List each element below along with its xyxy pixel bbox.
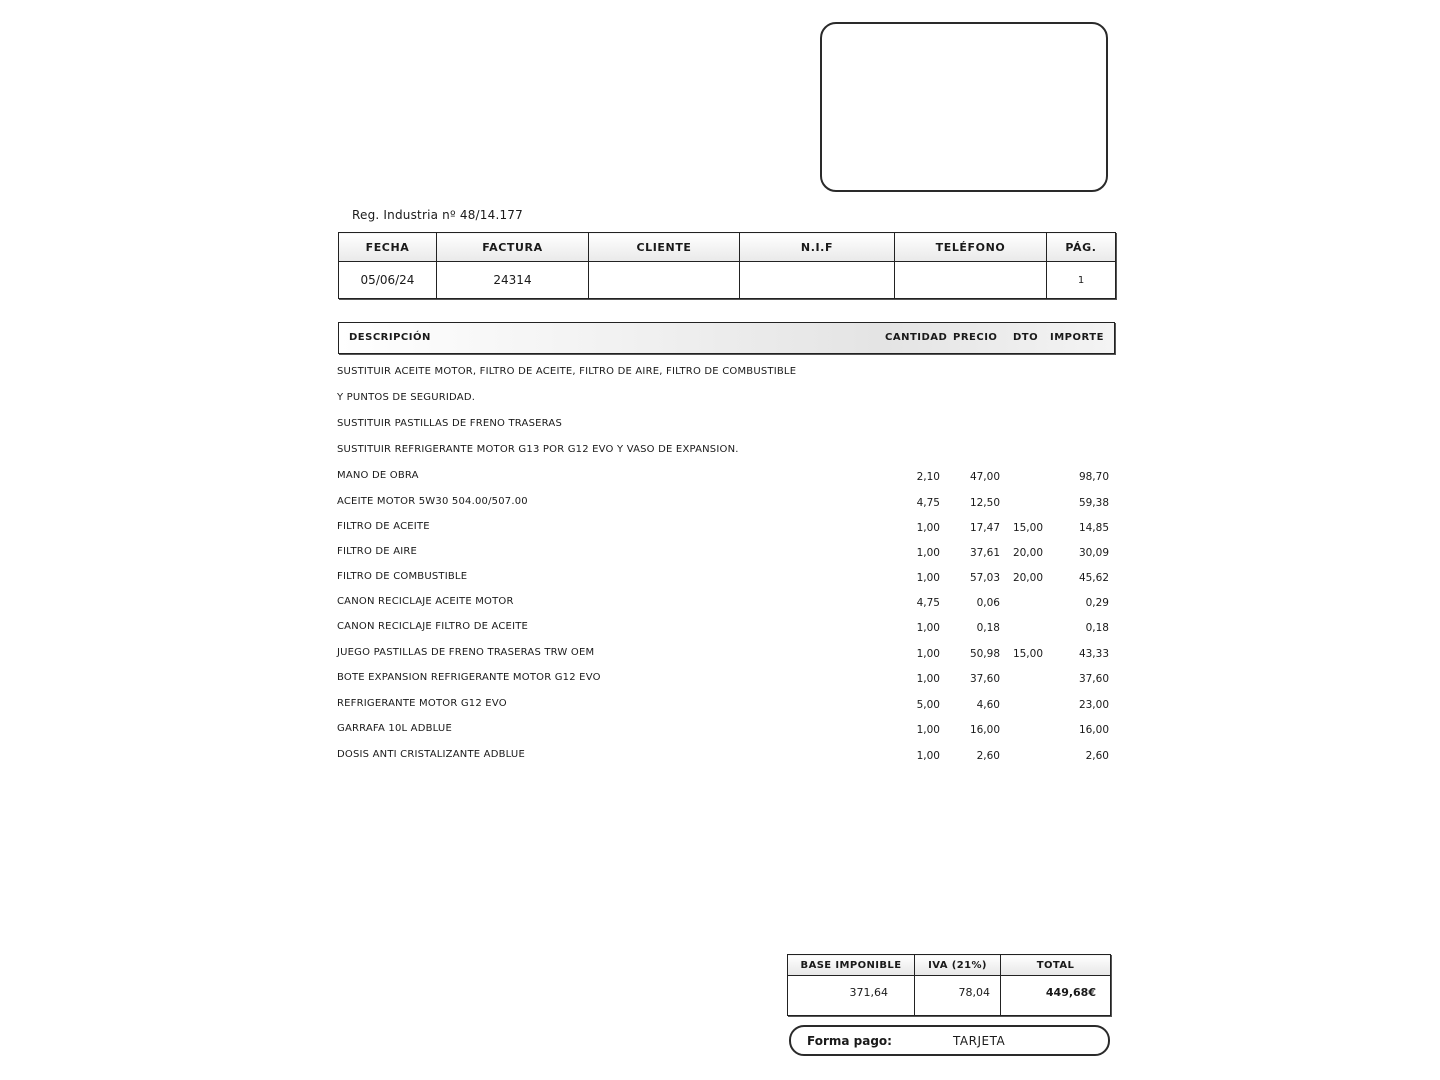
item-cantidad: 1,00 (916, 622, 940, 634)
totals-table (787, 954, 1111, 1016)
invoice-header-table (338, 232, 1116, 299)
item-importe: 37,60 (1078, 673, 1109, 685)
header-values-row (339, 262, 1116, 299)
item-importe: 45,62 (1078, 572, 1109, 584)
item-desc: REFRIGERANTE MOTOR G12 EVO (337, 698, 507, 709)
item-dto: 20,00 (1012, 572, 1043, 584)
total-label: TOTAL (1001, 955, 1111, 976)
item-cantidad: 1,00 (916, 724, 940, 736)
item-cantidad: 4,75 (916, 497, 940, 509)
item-importe: 59,38 (1078, 497, 1109, 509)
base-imponible-label: BASE IMPONIBLE (788, 955, 915, 976)
value-cliente (589, 262, 740, 299)
item-cantidad: 1,00 (916, 522, 940, 534)
col-cantidad: CANTIDAD (885, 332, 948, 343)
item-cantidad: 1,00 (916, 572, 940, 584)
item-desc: CANON RECICLAJE FILTRO DE ACEITE (337, 621, 529, 632)
item-importe: 0,18 (1085, 622, 1109, 634)
item-importe: 14,85 (1078, 522, 1109, 534)
payment-label: Forma pago: (807, 1034, 892, 1048)
item-cantidad: 2,10 (916, 471, 940, 483)
payment-value: TARJETA (953, 1034, 1006, 1048)
value-nif (740, 262, 895, 299)
iva-value: 78,04 (915, 976, 1001, 1016)
item-dto: 15,00 (1012, 522, 1043, 534)
col-precio: PRECIO (953, 332, 998, 343)
col-descripcion: DESCRIPCIÓN (349, 332, 431, 343)
item-desc: ACEITE MOTOR 5W30 504.00/507.00 (337, 496, 528, 507)
col-importe: IMPORTE (1050, 332, 1104, 343)
totals-values-row (788, 976, 1111, 1016)
item-precio: 4,60 (976, 699, 1000, 711)
value-factura: 24314 (437, 262, 589, 299)
header-cliente: CLIENTE (589, 233, 740, 262)
item-cantidad: 1,00 (916, 750, 940, 762)
base-imponible-value: 371,64 (788, 976, 915, 1016)
header-labels-row (339, 233, 1116, 262)
item-cantidad: 1,00 (916, 648, 940, 660)
item-cantidad: 1,00 (916, 547, 940, 559)
item-cantidad: 5,00 (916, 699, 940, 711)
item-importe: 98,70 (1078, 471, 1109, 483)
item-importe: 0,29 (1085, 597, 1109, 609)
totals-labels-row (788, 955, 1111, 976)
item-desc: BOTE EXPANSION REFRIGERANTE MOTOR G12 EVO (337, 672, 601, 683)
header-factura: FACTURA (437, 233, 589, 262)
item-desc: DOSIS ANTI CRISTALIZANTE ADBLUE (337, 749, 525, 760)
item-precio: 2,60 (976, 750, 1000, 762)
item-importe: 23,00 (1078, 699, 1109, 711)
registro-industria: Reg. Industria nº 48/14.177 (352, 208, 523, 222)
item-importe: 43,33 (1078, 648, 1109, 660)
item-precio: 47,00 (969, 471, 1000, 483)
item-importe: 2,60 (1085, 750, 1109, 762)
col-dto: DTO (1013, 332, 1039, 343)
note-line: Y PUNTOS DE SEGURIDAD. (337, 392, 476, 403)
item-dto: 15,00 (1012, 648, 1043, 660)
item-precio: 37,61 (969, 547, 1000, 559)
total-value: 449,68€ (1001, 976, 1111, 1016)
header-nif: N.I.F (740, 233, 895, 262)
value-pagina: 1 (1047, 262, 1116, 299)
item-importe: 16,00 (1078, 724, 1109, 736)
item-desc: GARRAFA 10L ADBLUE (337, 723, 452, 734)
value-telefono (895, 262, 1047, 299)
item-dto: 20,00 (1012, 547, 1043, 559)
item-precio: 0,18 (976, 622, 1000, 634)
item-precio: 17,47 (969, 522, 1000, 534)
item-desc: CANON RECICLAJE ACEITE MOTOR (337, 596, 514, 607)
iva-label: IVA (21%) (915, 955, 1001, 976)
item-precio: 50,98 (969, 648, 1000, 660)
item-precio: 37,60 (969, 673, 1000, 685)
header-pagina: PÁG. (1047, 233, 1116, 262)
header-telefono: TELÉFONO (895, 233, 1047, 262)
payment-box (789, 1025, 1110, 1056)
item-cantidad: 4,75 (916, 597, 940, 609)
note-line: SUSTITUIR PASTILLAS DE FRENO TRASERAS (337, 418, 562, 429)
item-precio: 12,50 (969, 497, 1000, 509)
item-desc: FILTRO DE COMBUSTIBLE (337, 571, 468, 582)
description-header-bar (338, 322, 1115, 354)
item-desc: FILTRO DE ACEITE (337, 521, 430, 532)
item-cantidad: 1,00 (916, 673, 940, 685)
item-desc: FILTRO DE AIRE (337, 546, 418, 557)
address-box (820, 22, 1108, 192)
item-desc: MANO DE OBRA (337, 470, 419, 481)
item-precio: 16,00 (969, 724, 1000, 736)
note-line: SUSTITUIR ACEITE MOTOR, FILTRO DE ACEITE, FILTRO DE AIRE, FILTRO DE COMBUSTIBLE (337, 366, 797, 377)
item-precio: 0,06 (976, 597, 1000, 609)
item-importe: 30,09 (1078, 547, 1109, 559)
header-fecha: FECHA (339, 233, 437, 262)
item-precio: 57,03 (969, 572, 1000, 584)
value-fecha: 05/06/24 (339, 262, 437, 299)
item-desc: JUEGO PASTILLAS DE FRENO TRASERAS TRW OEM (337, 647, 595, 658)
note-line: SUSTITUIR REFRIGERANTE MOTOR G13 POR G12 EVO Y VASO DE EXPANSION. (337, 444, 739, 455)
